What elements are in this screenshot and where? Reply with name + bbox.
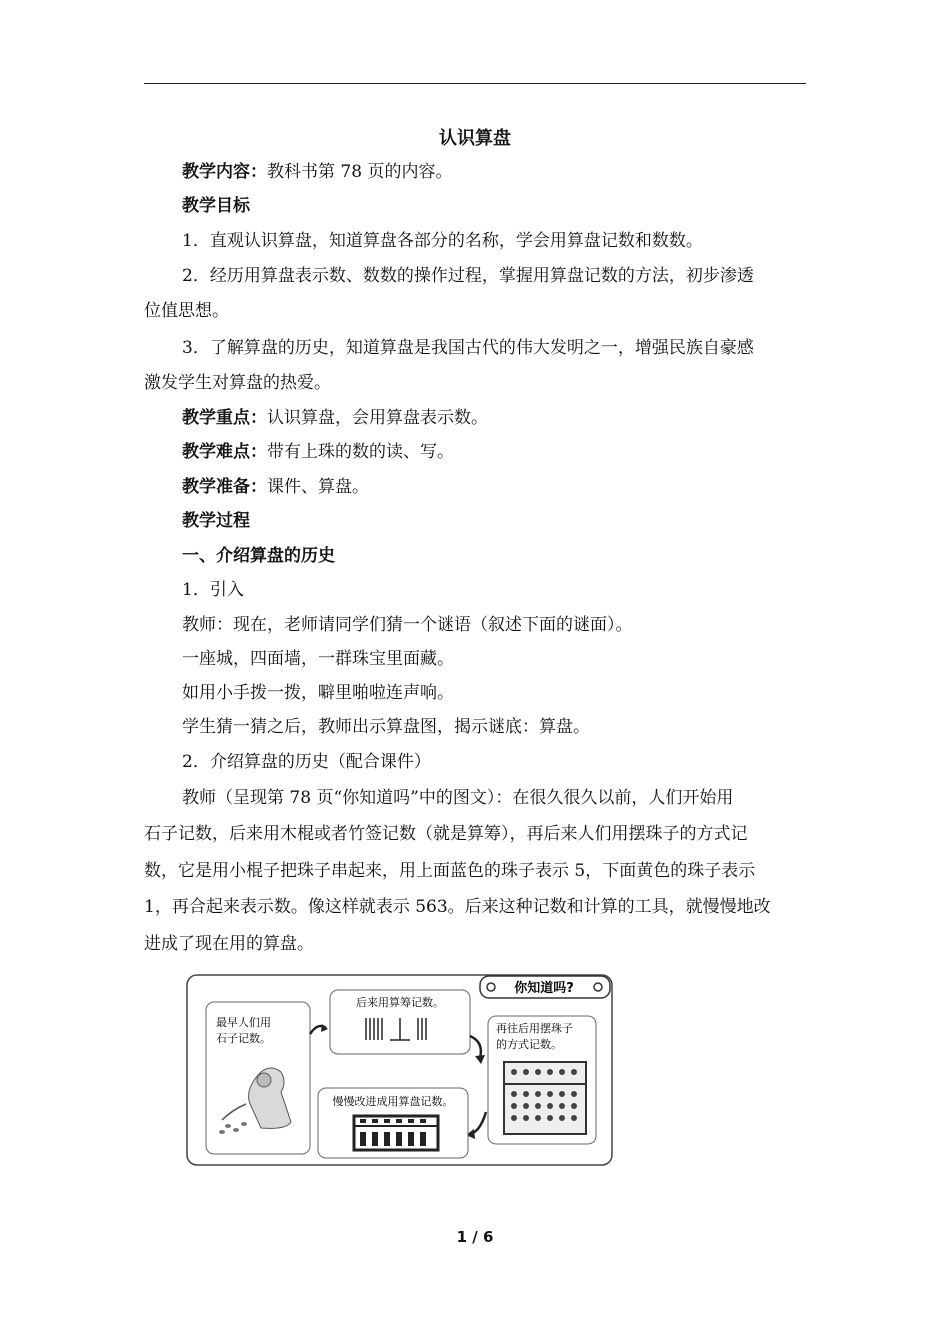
goal-2-line-2: 位值思想。 (144, 301, 229, 321)
stone (219, 1130, 225, 1134)
page-number: 1 / 6 (456, 1228, 494, 1246)
stones-caption-2: 石子记数。 (216, 1032, 271, 1045)
paragraph-history-line-5: 进成了现在用的算盘。 (144, 934, 314, 954)
page-total: 6 (482, 1228, 494, 1246)
key-text: 认识算盘，会用算盘表示数。 (267, 408, 488, 428)
history-figure (186, 974, 613, 1166)
stone (233, 1128, 239, 1132)
paragraph-answer: 学生猜一猜之后，教师出示算盘图，揭示谜底：算盘。 (182, 717, 590, 737)
stone (241, 1122, 247, 1126)
paragraph-riddle-intro: 教师：现在，老师请同学们猜一个谜语（叙述下面的谜面）。 (182, 615, 633, 635)
paragraph-riddle-line-1: 一座城，四面墙，一群珠宝里面藏。 (182, 649, 454, 669)
page-title: 认识算盘 (439, 128, 511, 149)
paragraph-riddle-line-2: 如用小手拨一拨，噼里啪啦连声响。 (182, 683, 454, 703)
goal-3-line-2: 激发学生对算盘的热爱。 (144, 373, 331, 393)
rods-caption: 后来用算筹记数。 (356, 996, 444, 1009)
stones-panel (206, 1002, 310, 1154)
prep-text: 课件、算盘。 (267, 477, 369, 497)
difficult-text: 带有上珠的数的读、写。 (267, 442, 454, 462)
beads-caption-2: 的方式记数。 (496, 1038, 562, 1051)
goal-1: 1．直观认识算盘，知道算盘各部分的名称，学会用算盘记数和数数。 (182, 231, 703, 251)
goal-2-line-1: 2．经历用算盘表示数、数数的操作过程，掌握用算盘记数的方法，初步渗透 (182, 266, 754, 286)
paragraph-history-line-3: 数，它是用小棍子把珠子串起来，用上面蓝色的珠子表示 5，下面黄色的珠子表示 (144, 861, 756, 881)
subsection-2-heading: 2．介绍算盘的历史（配合课件） (182, 752, 431, 772)
preparation (144, 475, 808, 499)
difficult-point (144, 440, 808, 464)
process-heading: 教学过程 (182, 511, 250, 531)
paragraph-history-line-4: 1，再合起来表示数。像这样就表示 563。后来这种记数和计算的工具，就慢慢地改 (144, 897, 771, 917)
key-label: 教学重点： (182, 408, 267, 428)
page-current: 1 (456, 1228, 468, 1246)
did-you-know-badge (480, 976, 610, 998)
goal-3-line-1: 3．了解算盘的历史，知道算盘是我国古代的伟大发明之一，增强民族自豪感 (182, 338, 754, 358)
teaching-content (144, 160, 808, 184)
stone (225, 1124, 231, 1128)
content-text: 教科书第 78 页的内容。 (267, 162, 453, 182)
paragraph-history-line-1: 教师（呈现第 78 页“你知道吗”中的图文）：在很久很久以前，人们开始用 (182, 788, 734, 808)
header-rule (144, 83, 806, 84)
goals-heading: 教学目标 (182, 196, 250, 216)
subsection-1-heading: 1．引入 (182, 580, 244, 600)
abacus-caption: 慢慢改进成用算盘记数。 (332, 1095, 454, 1108)
content-label: 教学内容： (182, 162, 267, 182)
beads-panel (488, 1016, 596, 1144)
beads-caption-1: 再往后用摆珠子 (496, 1022, 573, 1035)
rods-panel (330, 990, 470, 1054)
paragraph-history-line-2: 石子记数，后来用木棍或者竹签记数（就是算筹），再后来人们用摆珠子的方式记 (144, 824, 748, 844)
section-1-heading: 一、介绍算盘的历史 (182, 546, 335, 566)
key-point (144, 406, 808, 430)
abacus-panel (318, 1088, 468, 1158)
badge-text: 你知道吗? (514, 981, 574, 996)
stones-caption-1: 最早人们用 (216, 1016, 271, 1029)
difficult-label: 教学难点： (182, 442, 267, 462)
prep-label: 教学准备： (182, 477, 267, 497)
